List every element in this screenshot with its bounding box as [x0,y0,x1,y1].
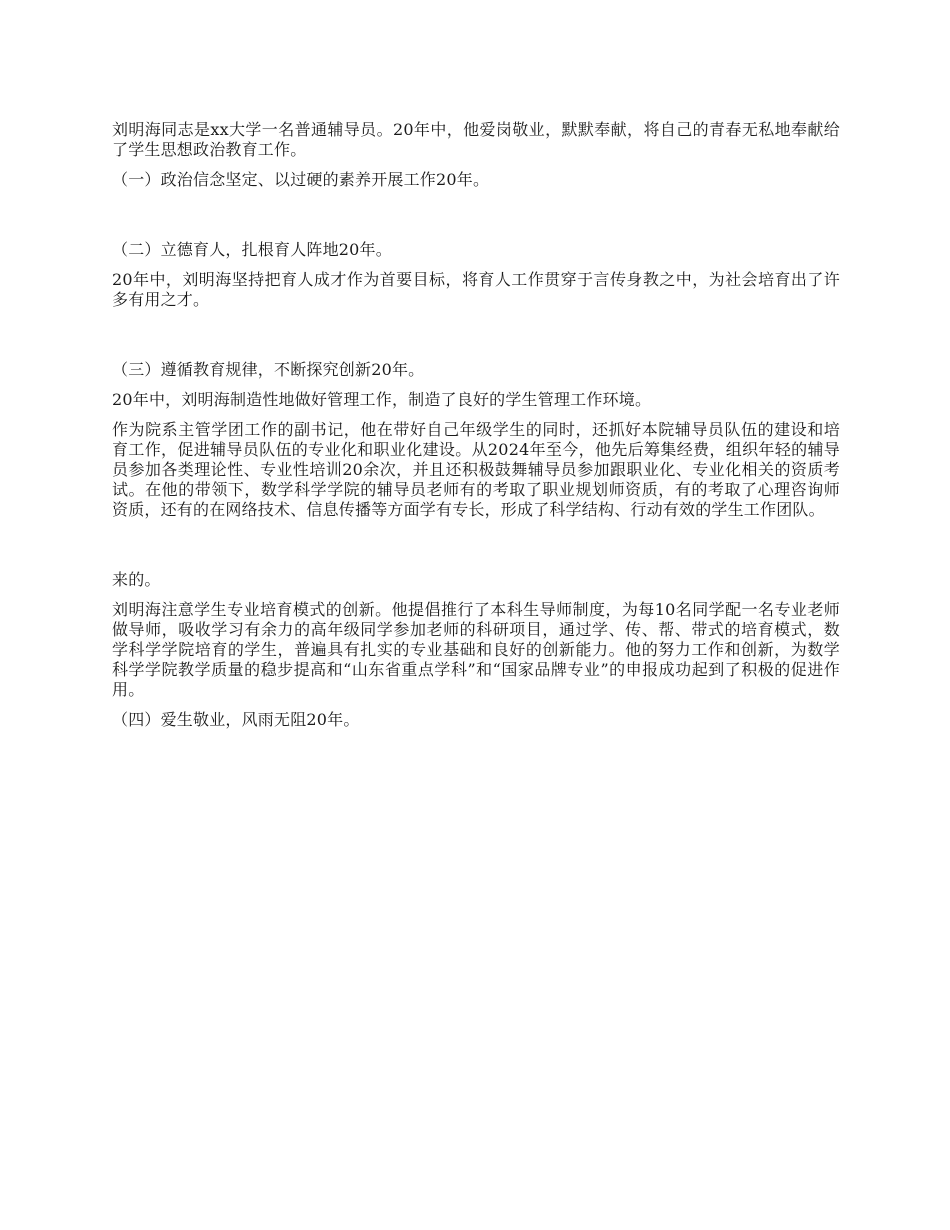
intro-paragraph: 刘明海同志是xx大学一名普通辅导员。20年中，他爱岗敬业，默默奉献，将自己的青春无私地奉献给了学生思想政治教育工作。 [112,120,840,159]
body-paragraph: 20年中，刘明海坚持把育人成才作为首要目标，将育人工作贯穿于言传身教之中，为社会培育出了许多有用之才。 [112,270,840,309]
body-paragraph: 来的。 [112,570,161,589]
section-heading-3: （三）遵循教育规律，不断探究创新20年。 [112,360,425,379]
body-paragraph: 作为院系主管学团工作的副书记，他在带好自己年级学生的同时，还抓好本院辅导员队伍的建设和培育工作，促进辅导员队伍的专业化和职业化建设。从2024年至今，他先后筹集经费，组织年轻的辅导员参加各类理论性、专业性培训20余次，并且还积极鼓舞辅导员参加跟职业化、专业化相关的资质考试。在他的带领下，数学科学学院的辅导员老师有的考取了职业规划师资质，有的考取了心理咨询师资质，还有的在网络技术、信息传播等方面学有专长，形成了科学结构、行动有效的学生工作团队。 [112,420,840,519]
body-paragraph: 20年中，刘明海制造性地做好管理工作，制造了良好的学生管理工作环境。 [112,390,652,409]
body-paragraph: 刘明海注意学生专业培育模式的创新。他提倡推行了本科生导师制度，为每10名同学配一名专业老师做导师，吸收学习有余力的高年级同学参加老师的科研项目，通过学、传、帮、带式的培育模式，数学科学学院培育的学生，普遍具有扎实的专业基础和良好的创新能力。他的努力工作和创新，为数学科学学院教学质量的稳步提高和“山东省重点学科”和“国家品牌专业”的申报成功起到了积极的促进作用。 [112,600,840,699]
document-page [112,120,840,730]
section-heading-2: （二）立德育人，扎根育人阵地20年。 [112,240,392,259]
section-heading-1: （一）政治信念坚定、以过硬的素养开展工作20年。 [112,170,490,189]
section-heading-4: （四）爱生敬业，风雨无阻20年。 [112,710,360,729]
